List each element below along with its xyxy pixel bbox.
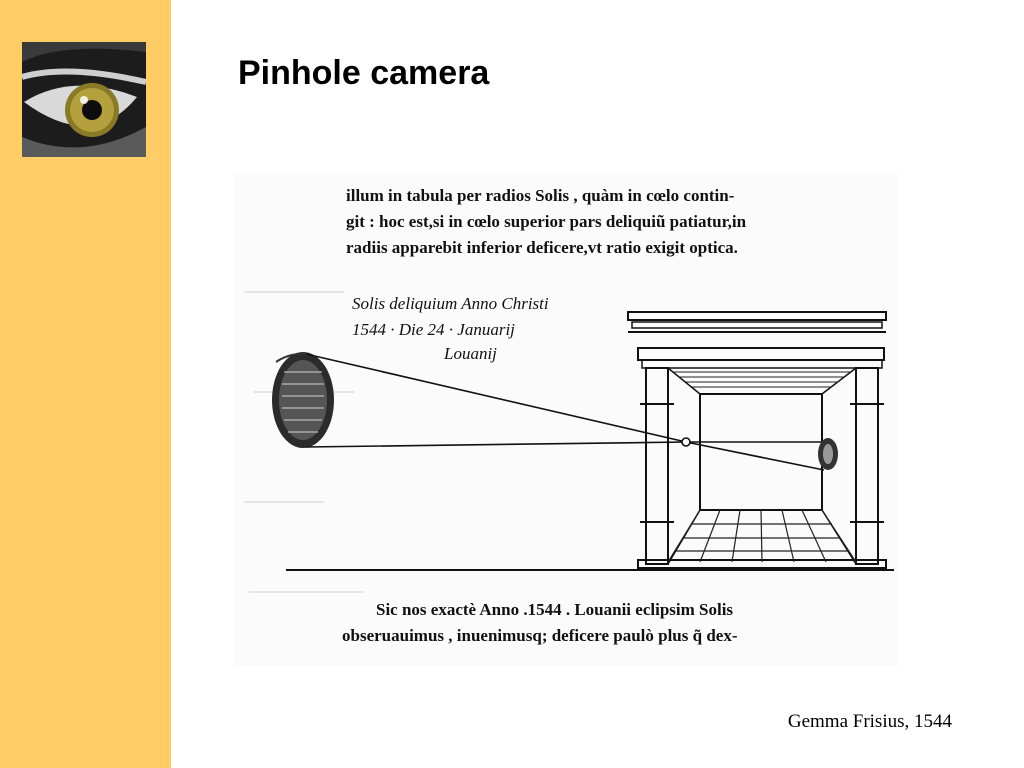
- handwritten-note-line-1: Solis deliquium Anno Christi: [352, 294, 549, 313]
- sun-eclipse: [272, 352, 334, 448]
- top-text-line-2: git : hoc est,si in cœlo superior pars deliquiũ patiatur,in: [346, 212, 747, 231]
- image-credit: Gemma Frisius, 1544: [787, 711, 952, 732]
- bottom-text-line-2: obseruauimus , inuenimusq; deficere paulò plus q̃ dex-: [342, 626, 738, 645]
- top-text-line-1: illum in tabula per radios Solis , quàm in cœlo contin-: [346, 186, 735, 205]
- woodcut-figure: [234, 172, 898, 666]
- bottom-text-line-1: Sic nos exactè Anno .1544 . Louanii eclipsim Solis: [376, 600, 734, 619]
- handwritten-note-line-3: Louanij: [444, 344, 497, 363]
- camera-room: [628, 312, 886, 568]
- slide-title: Pinhole camera: [238, 54, 490, 92]
- pinhole: [682, 438, 690, 446]
- projected-image: [818, 438, 838, 470]
- handwritten-note-line-2: 1544 · Die 24 · Januarij: [352, 320, 515, 339]
- light-rays: [306, 354, 824, 470]
- top-text-line-3: radiis apparebit inferior deficere,vt ratio exigit optica.: [346, 238, 738, 257]
- eye-logo-icon: [22, 42, 146, 157]
